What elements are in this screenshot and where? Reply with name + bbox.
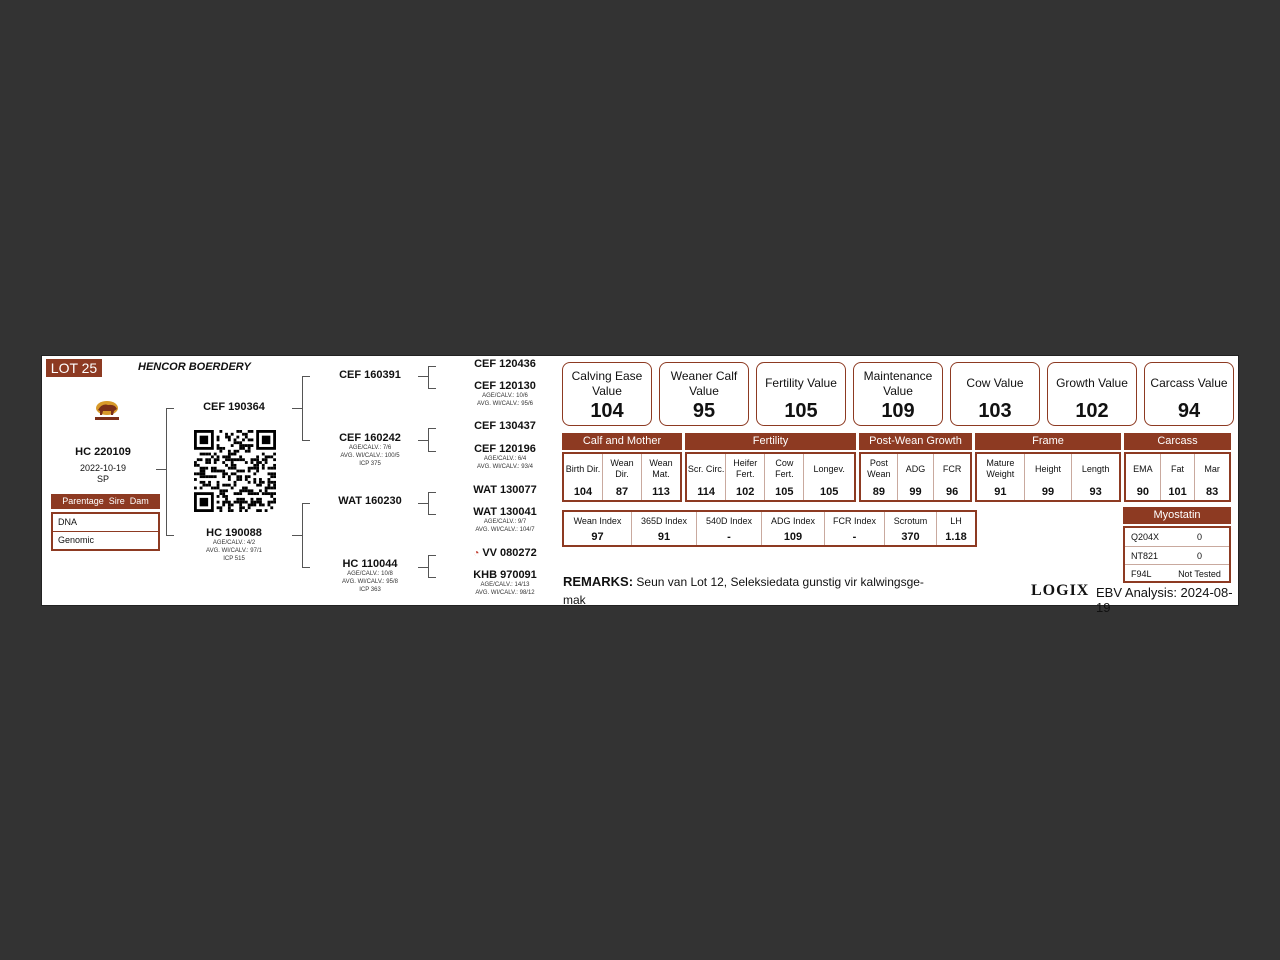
logix-logo: LOGIX bbox=[1031, 582, 1090, 599]
ebv-cow-fert: Cow Fert. 105 bbox=[764, 454, 803, 500]
value-box-weaner-calf: Weaner Calf Value 95 bbox=[659, 362, 749, 426]
ebv-post-wean: Post Wean 89 bbox=[867, 458, 891, 498]
hencor-logo-icon bbox=[92, 398, 122, 424]
ss-id: CEF 160391 bbox=[339, 369, 401, 381]
breeder-mark-icon: ◔ bbox=[473, 548, 480, 559]
dsd-block: WAT 130041 AGE/CALV.: 9/7 AVG. WI/CALV.: 104/7 bbox=[473, 506, 537, 533]
qr-code[interactable] bbox=[193, 430, 277, 512]
remarks-text: Seun van Lot 12, Seleksiedata gunstig vir kalwingsge-mak bbox=[563, 575, 924, 607]
ebv-birth-dir: Birth Dir. 104 bbox=[565, 463, 601, 498]
ebv-fcr: FCR 96 bbox=[933, 454, 970, 500]
group-carcass bbox=[1124, 452, 1231, 502]
sd-block: CEF 160242 AGE/CALV.: 7/6 AVG. WI/CALV.: 100/5 ICP 375 bbox=[339, 432, 401, 467]
myostatin-table bbox=[1123, 526, 1231, 583]
farm-name: HENCOR BOERDERY bbox=[138, 361, 251, 373]
parentage-header: Parentage Sire Dam bbox=[51, 494, 160, 509]
adg-index: ADG Index 109 bbox=[761, 512, 824, 545]
group-carcass-header: Carcass bbox=[1124, 433, 1231, 450]
value-box-fertility: Fertility Value 105 bbox=[756, 362, 846, 426]
ebv-ema: EMA 90 bbox=[1133, 463, 1153, 498]
wean-index: Wean Index 97 bbox=[573, 516, 622, 543]
dds-id: ◔ VV 080272 bbox=[473, 547, 537, 559]
ssd-block: CEF 120130 AGE/CALV.: 10/6 AVG. WI/CALV.: 95/6 bbox=[474, 380, 536, 407]
myostatin-row: NT821 0 bbox=[1125, 546, 1229, 564]
dam-id: HC 190088 bbox=[206, 527, 262, 539]
dam-block: HC 190088 AGE/CALV.: 4/2 AVG. WI/CALV.: 97/1 ICP 515 bbox=[184, 527, 284, 563]
myostatin-row: F94L Not Tested bbox=[1125, 564, 1229, 582]
lot-card bbox=[41, 355, 1239, 615]
ebv-mature-weight: Mature Weight 91 bbox=[986, 458, 1015, 498]
ebv-mar: Mar 83 bbox=[1194, 454, 1229, 500]
540d-index: 540D Index - bbox=[696, 512, 761, 545]
ebv-scr-circ: Scr. Circ. 114 bbox=[687, 463, 725, 498]
ebv-heifer-fert: Heifer Fert. 102 bbox=[725, 454, 764, 500]
365d-index: 365D Index 91 bbox=[631, 512, 696, 545]
group-fertility bbox=[685, 452, 856, 502]
value-box-maintenance: Maintenance Value 109 bbox=[853, 362, 943, 426]
myostatin-header: Myostatin bbox=[1123, 507, 1231, 524]
dd-block: HC 110044 AGE/CALV.: 10/8 AVG. WI/CALV.: 95/8 ICP 363 bbox=[342, 558, 398, 593]
value-box-carcass: Carcass Value 94 bbox=[1144, 362, 1234, 426]
ebv-analysis-date: EBV Analysis: 2024-08-19 bbox=[1096, 585, 1233, 615]
group-calf-mother bbox=[562, 452, 682, 502]
sdd-block: CEF 120196 AGE/CALV.: 6/4 AVG. WI/CALV.: 93/4 bbox=[474, 443, 536, 470]
scrotum: Scrotum 370 bbox=[884, 512, 936, 545]
group-fertility-header: Fertility bbox=[685, 433, 856, 450]
ddd-block: KHB 970091 AGE/CALV.: 14/13 AVG. WI/CALV.: 98/12 bbox=[473, 569, 537, 596]
parentage-genomic: Genomic bbox=[53, 531, 158, 548]
sds-id: CEF 130437 bbox=[474, 420, 536, 432]
fcr-index: FCR Index - bbox=[824, 512, 884, 545]
dss-id: WAT 130077 bbox=[473, 484, 537, 496]
ebv-longev: Longev. 105 bbox=[803, 454, 854, 500]
ebv-fat: Fat 101 bbox=[1160, 454, 1195, 500]
lot-badge: LOT 25 bbox=[46, 359, 102, 377]
myostatin-row: Q204X 0 bbox=[1131, 532, 1202, 542]
index-row bbox=[562, 510, 977, 547]
ds-id: WAT 160230 bbox=[338, 495, 402, 507]
ebv-height: Height 99 bbox=[1024, 454, 1072, 500]
animal-id: HC 220109 bbox=[75, 446, 131, 458]
animal-dob: 2022-10-19 SP bbox=[79, 463, 127, 484]
ebv-length: Length 93 bbox=[1071, 454, 1119, 500]
remarks bbox=[563, 573, 933, 609]
group-post-wean-header: Post-Wean Growth bbox=[859, 433, 972, 450]
group-frame bbox=[975, 452, 1121, 502]
parentage-dna: DNA bbox=[58, 517, 78, 527]
sss-id: CEF 120436 bbox=[474, 358, 536, 370]
value-box-cow: Cow Value 103 bbox=[950, 362, 1040, 426]
lh: LH 1.18 bbox=[936, 512, 975, 545]
value-box-growth: Growth Value 102 bbox=[1047, 362, 1137, 426]
ebv-adg: ADG 99 bbox=[897, 454, 934, 500]
group-post-wean bbox=[859, 452, 972, 502]
remarks-label: REMARKS: bbox=[563, 574, 634, 589]
ebv-wean-dir: Wean Dir. 87 bbox=[602, 454, 641, 500]
group-frame-header: Frame bbox=[975, 433, 1121, 450]
sire-id: CEF 190364 bbox=[203, 401, 265, 413]
ebv-wean-mat: Wean Mat. 113 bbox=[641, 454, 680, 500]
parentage-box bbox=[51, 512, 160, 551]
value-box-calving-ease: Calving Ease Value 104 bbox=[562, 362, 652, 426]
group-calf-mother-header: Calf and Mother bbox=[562, 433, 682, 450]
